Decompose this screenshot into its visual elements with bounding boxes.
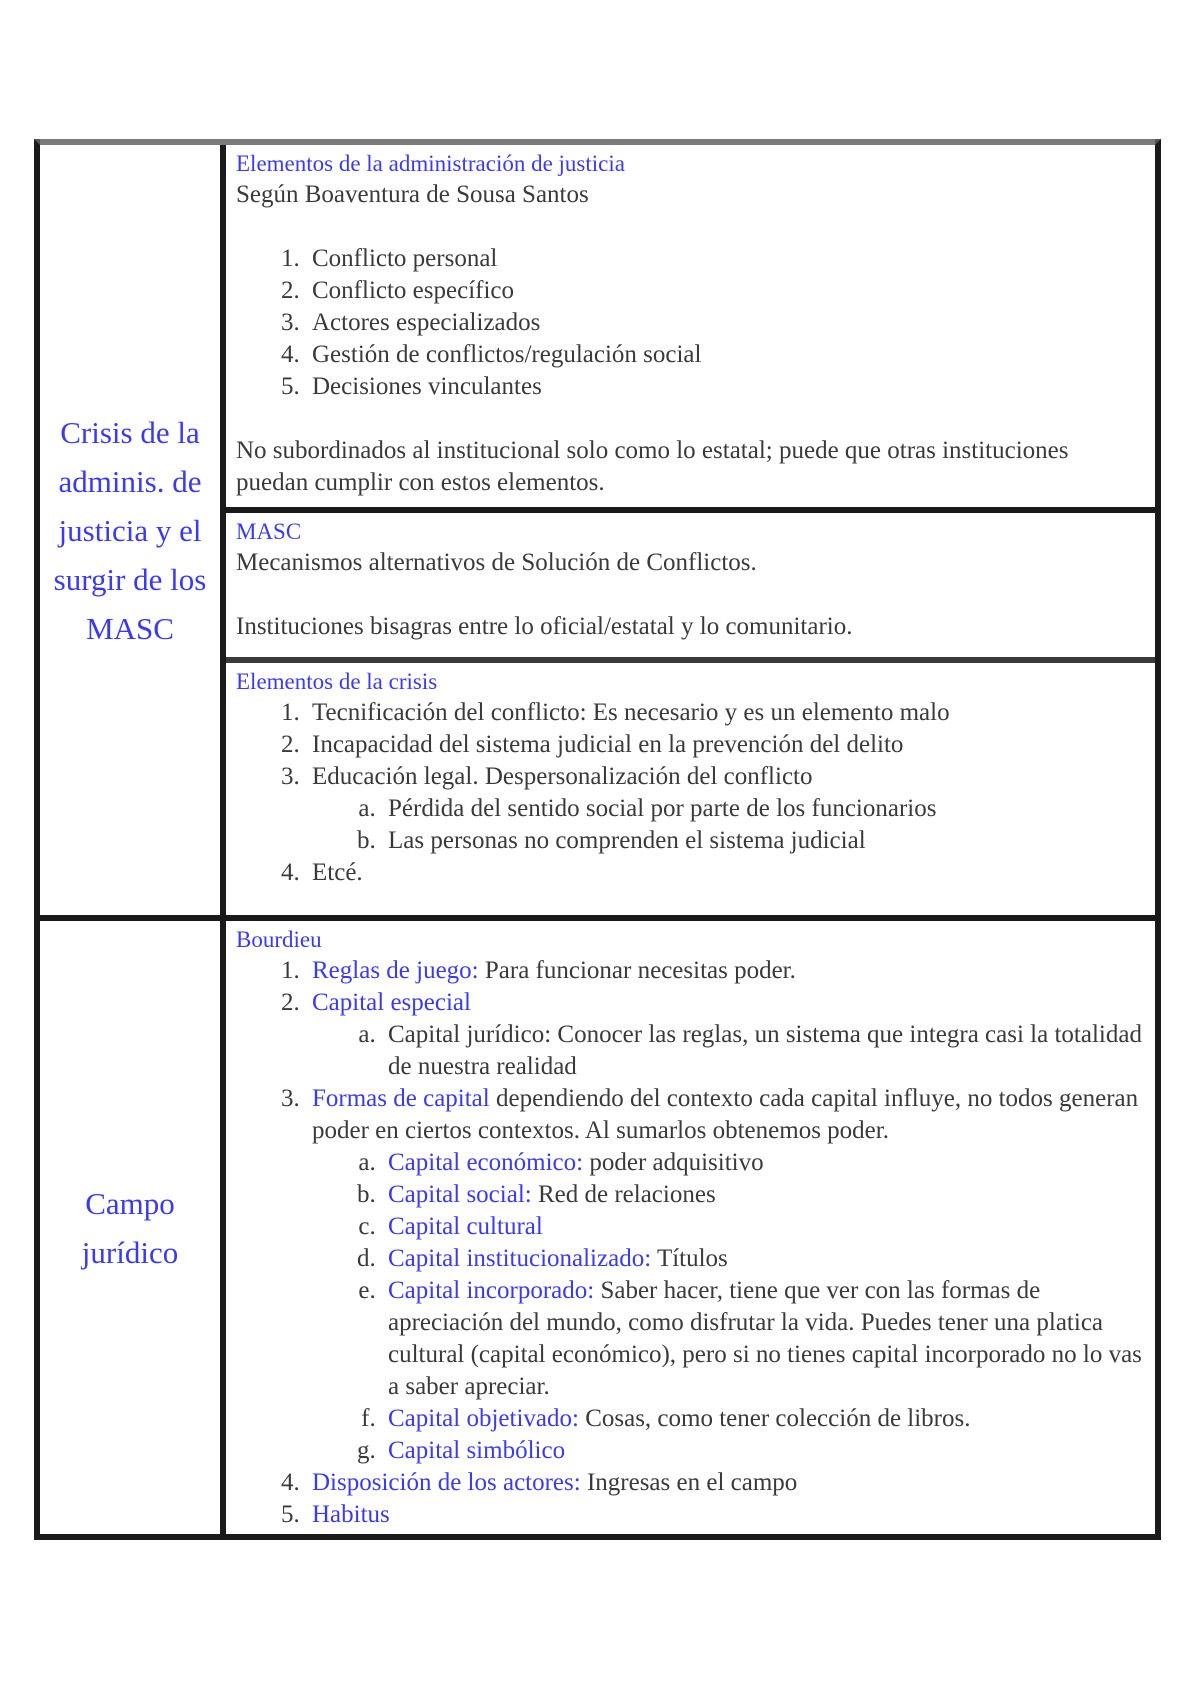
sub-list-item: d. Capital institucionalizado: Títulos xyxy=(382,1243,1145,1275)
cell-line: Mecanismos alternativos de Solución de Conflictos. xyxy=(236,549,757,576)
crisis-list xyxy=(236,697,1145,889)
item-label: Disposición de los actores: xyxy=(312,1469,581,1496)
sub-list-item: b. Las personas no comprenden el sistema judicial xyxy=(382,825,1145,857)
sub-list-item: a. Capital económico: poder adquisitivo xyxy=(382,1147,1145,1179)
cell-paragraph: No subordinados al institucional solo como lo estatal; puede que otras instituciones puedan cumplir con estos elementos. xyxy=(236,437,1069,496)
item-label: Capital especial xyxy=(312,989,471,1016)
sub-list-item: a. Pérdida del sentido social por parte de los funcionarios xyxy=(382,793,1145,825)
list-item: 2. Incapacidad del sistema judicial en la prevención del delito xyxy=(306,729,1145,761)
table-row-crisis xyxy=(40,145,1155,915)
cell-elements-administration xyxy=(226,145,1155,513)
sub-list xyxy=(312,1019,1145,1083)
item-label: Habitus xyxy=(312,1501,390,1528)
bourdieu-list xyxy=(236,955,1145,1531)
cell-masc xyxy=(226,513,1155,663)
cell-bourdieu xyxy=(226,921,1155,1534)
row-header-cell xyxy=(40,145,226,915)
row-header-cell xyxy=(40,921,226,1534)
row-title-crisis: Crisis de la adminis. de justicia y el surgir de los MASC xyxy=(53,414,207,646)
sub-list-item: b. Capital social: Red de relaciones xyxy=(382,1179,1145,1211)
list-item: 1. Conflicto personal xyxy=(306,243,1145,275)
sub-list xyxy=(312,1147,1145,1467)
cell-heading: MASC xyxy=(236,519,302,544)
cell-heading: Elementos de la administración de justicia xyxy=(236,151,625,176)
row-title-campo: Campo jurídico xyxy=(81,1185,179,1270)
list-item xyxy=(306,1467,1145,1499)
item-label: Formas de capital xyxy=(312,1085,490,1112)
cell-heading: Elementos de la crisis xyxy=(236,669,438,694)
list-item-text: Educación legal. Despersonalización del conflicto xyxy=(312,763,813,790)
list-item xyxy=(306,987,1145,1083)
list-item: 3. Actores especializados xyxy=(306,307,1145,339)
list-item: 2. Conflicto específico xyxy=(306,275,1145,307)
item-text: dependiendo del contexto cada capital influye, no todos generan poder en ciertos contextos. Al sumarlos obtenemos poder. xyxy=(312,1085,1139,1144)
list-item xyxy=(306,955,1145,987)
sub-list-item: f. Capital objetivado: Cosas, como tener colección de libros. xyxy=(382,1403,1145,1435)
sub-list-item: c. Capital cultural xyxy=(382,1211,1145,1243)
list-item xyxy=(306,761,1145,857)
row-content xyxy=(226,145,1155,915)
table-row-campo xyxy=(40,915,1155,1534)
cell-heading: Bourdieu xyxy=(236,927,322,952)
cell-subheading: Según Boaventura de Sousa Santos xyxy=(236,181,589,208)
sub-list-item: e. Capital incorporado: Saber hacer, tiene que ver con las formas de apreciación del mundo, como disfrutar la vida. Puedes tener una platica cultural (capital económico), pero si no tienes capital incorporado no lo vas a saber apreciar. xyxy=(382,1275,1145,1403)
list-item xyxy=(306,1083,1145,1467)
elements-list xyxy=(236,243,1145,403)
cell-crisis-elements xyxy=(226,663,1155,915)
list-item: 4. Gestión de conflictos/regulación social xyxy=(306,339,1145,371)
sub-list xyxy=(312,793,1145,857)
sub-list-item: a. Capital jurídico: Conocer las reglas, un sistema que integra casi la totalidad de nuestra realidad xyxy=(382,1019,1145,1083)
list-item: 5. Decisiones vinculantes xyxy=(306,371,1145,403)
list-item xyxy=(306,1499,1145,1531)
notes-table xyxy=(34,139,1161,1540)
list-item: 1. Tecnificación del conflicto: Es necesario y es un elemento malo xyxy=(306,697,1145,729)
row-content xyxy=(226,921,1155,1534)
item-label: Reglas de juego: xyxy=(312,957,479,984)
cell-line: Instituciones bisagras entre lo oficial/estatal y lo comunitario. xyxy=(236,613,853,640)
item-text: Para funcionar necesitas poder. xyxy=(484,957,796,984)
sub-list-item: g. Capital simbólico xyxy=(382,1435,1145,1467)
list-item: 4. Etcé. xyxy=(306,857,1145,889)
item-text: Ingresas en el campo xyxy=(586,1469,798,1496)
